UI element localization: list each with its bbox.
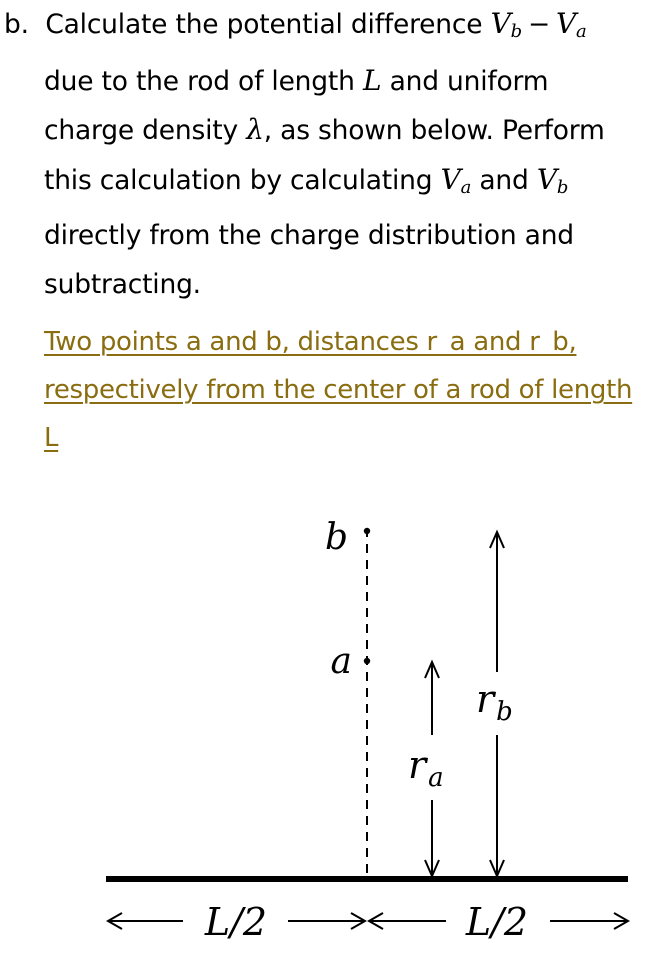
problem-line-5: directly from the charge distribution and [44,220,574,252]
problem-label: b. [4,9,29,40]
ra-label: $r_a$ [408,743,444,793]
point-b-label: b [324,517,348,558]
vb-symbol-2: $V_b$ [536,162,569,198]
problem-line-1 [4,0,650,57]
problem-line-6: subtracting. [44,268,201,300]
point-a-dot [364,658,370,664]
right-half-label: L/2 [465,900,529,944]
image-description-link[interactable]: Two points a and b, distances r_a and r_b, respectively from the center of a rod of length L [44,327,633,453]
point-a-label: a [330,641,352,682]
problem-line-3: charge density λ, as shown below. Perform [44,113,605,147]
lambda-symbol: λ [246,113,264,147]
va-symbol-2: $V_a$ [440,162,472,198]
length-symbol: L [362,63,382,97]
vb-symbol: $V_b$ [490,7,522,42]
minus-sign: − [527,9,550,40]
problem-line-4: this calculation by calculating $V_a$ and $V_b$ [44,162,569,198]
problem-line-2: due to the rod of length L and uniform [44,63,549,97]
va-symbol: $V_a$ [555,7,587,42]
point-b-dot [364,528,370,534]
problem-text-line-1: Calculate the potential difference [45,9,483,40]
problem-statement [4,0,650,310]
rod-diagram [0,490,650,954]
left-half-label: L/2 [204,900,268,944]
rb-label: $r_b$ [476,677,513,727]
